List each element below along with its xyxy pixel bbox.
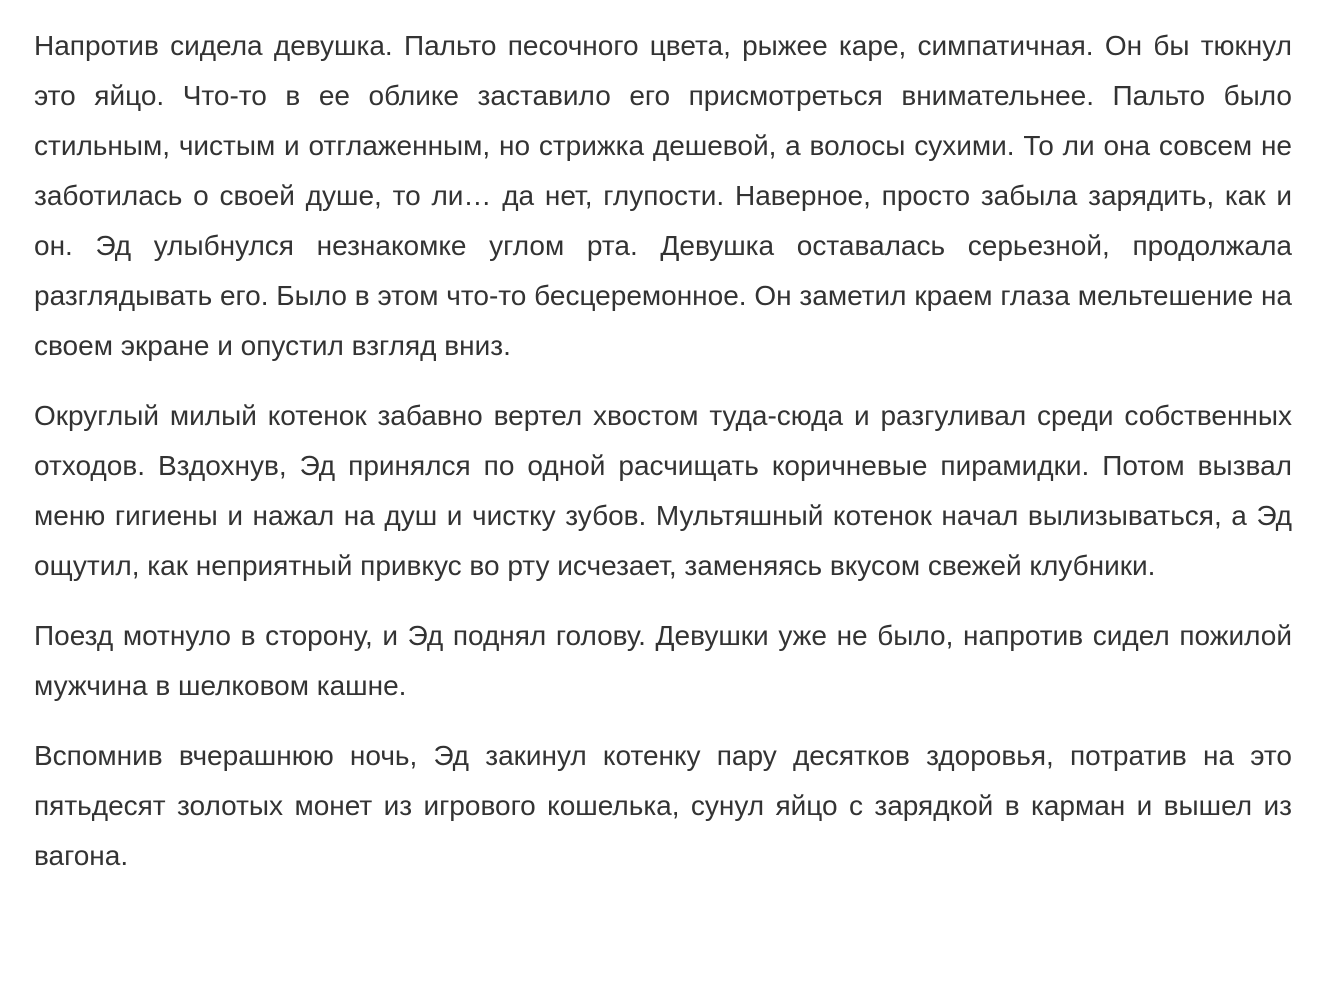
article-body [34,21,1292,881]
paragraph: Напротив сидела девушка. Пальто песочного цвета, рыжее каре, симпатичная. Он бы тюкнул это яйцо. Что-то в ее облике заставило его присмотреться внимательнее. Пальто было стильным, чистым и отглаженным, но стрижка дешевой, а волосы сухими. То ли она совсем не заботилась о своей душе, то ли… да нет, глупости. Наверное, просто забыла зарядить, как и он. Эд улыбнулся незнакомке углом рта. Девушка оставалась серьезной, продолжала разглядывать его. Было в этом что-то бесцеремонное. Он заметил краем глаза мельтешение на своем экране и опустил взгляд вниз. [34,30,1292,361]
paragraph: Округлый милый котенок забавно вертел хвостом туда-сюда и разгуливал среди собственных отходов. Вздохнув, Эд принялся по одной расчищать коричневые пирамидки. Потом вызвал меню гигиены и нажал на душ и чистку зубов. Мультяшный котенок начал вылизываться, а Эд ощутил, как неприятный привкус во рту исчезает, заменяясь вкусом свежей клубники. [34,400,1292,581]
paragraph: Вспомнив вчерашнюю ночь, Эд закинул котенку пару десятков здоровья, потратив на это пятьдесят золотых монет из игрового кошелька, сунул яйцо с зарядкой в карман и вышел из вагона. [34,740,1292,871]
paragraph: Поезд мотнуло в сторону, и Эд поднял голову. Девушки уже не было, напротив сидел пожилой мужчина в шелковом кашне. [34,620,1292,701]
